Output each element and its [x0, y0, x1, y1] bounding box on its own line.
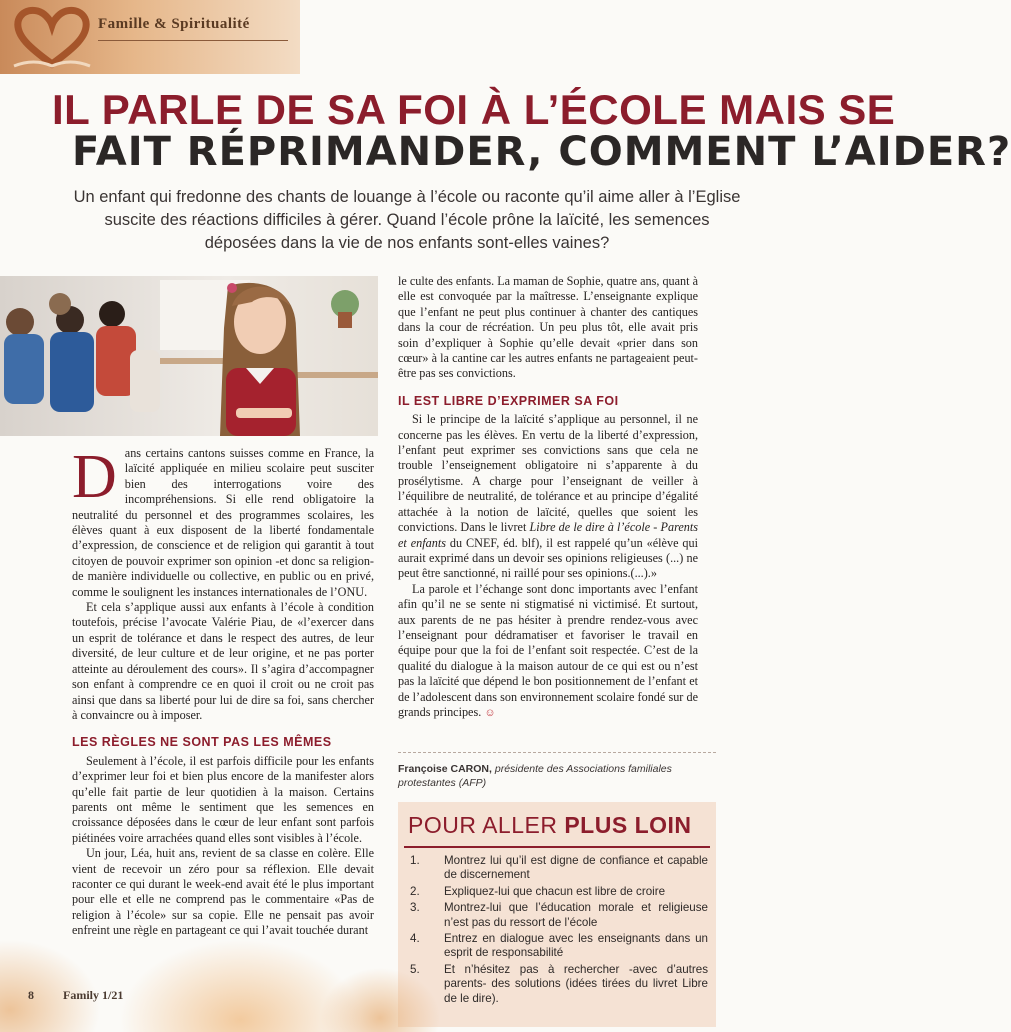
section-header-band	[0, 0, 300, 74]
drop-cap: D	[72, 443, 117, 511]
further-reading-box	[398, 802, 716, 1027]
tip-text: Entrez en dialogue avec les enseignants dans un esprit de responsabilité	[444, 932, 708, 960]
author-role: présidente des Associations familiales protestantes (AFP)	[398, 763, 672, 789]
author-signature	[398, 762, 716, 790]
paragraph: le culte des enfants. La maman de Sophie, quatre ans, quant à elle est convoquée par la maîtresse. L’enseignante explique que l’enfant ne peut plus continuer à chanter des cantiques dans la cour de récréation. Un peu plus tôt, elle avait pris soin d’expliquer à Sophie qu’elle devait «prier dans son cœur» à la cantine car les autres enfants ne partageaient peut-être pas ses convictions.	[398, 274, 698, 381]
subheading: LES RÈGLES NE SONT PAS LES MÊMES	[72, 735, 332, 750]
tip-text: Montrez lui qu’il est digne de confiance et capable de discernement	[444, 854, 708, 882]
tip-item	[408, 932, 708, 961]
paragraph: Un jour, Léa, huit ans, revient de sa classe en colère. Elle vient de recevoir un zéro pour sa réflexion. Elle devait raconter ce qui durant le week-end avait été le plus important pour elle et elle ne comprend pas le commentaire «Pas de religion à l’école» sur sa copie. Elle ne pensait pas avoir enfreint une règle en partageant ce qui l’avait touchée durant	[72, 846, 374, 938]
tip-item	[408, 854, 708, 883]
issue-label: Family 1/21	[63, 988, 124, 1002]
page-number: 8	[28, 988, 34, 1002]
box-title: POUR ALLER PLUS LOIN	[408, 812, 692, 838]
article-column-right	[398, 274, 698, 721]
section-label-underline	[98, 40, 288, 41]
tip-number: 3.	[410, 901, 420, 915]
section-label: Famille & Spiritualité	[98, 16, 250, 32]
paragraph: La parole et l’échange sont donc importants avec l’enfant afin qu’il ne se sente ni stigmatisé ni victimisé. Et surtout, aux parents de ne pas hésiter à prendre rendez-vous avec l’enseignant pour dédramatiser et favoriser le travail en équipe pour que la foi de l’enfant soit respectée. C’est de la qualité du dialogue à la maison autour de ce qui est ou n’est pas la laïcité que dépend le bon positionnement de l’enfant et de l’adolescent dans son environnement scolaire fondé sur de grands principes. ☺	[398, 581, 698, 719]
heart-book-icon	[10, 2, 94, 72]
tip-text: Expliquez-lui que chacun est libre de croire	[444, 884, 666, 898]
subheading: IL EST LIBRE D’EXPRIMER SA FOI	[398, 393, 619, 408]
footer-decoration	[0, 900, 392, 1027]
tip-number: 2.	[410, 884, 420, 898]
paragraph: ans certains cantons suisses comme en France, la laïcité appliquée en milieu scolaire peut susciter bien des interrogations voire des incompréhensions. Si elle rend obligatoire la neutralité du personnel et des programmes scolaires, les élèves quant à eux disposent de la liberté fondamentale d’expression, de conscience et de religion qui garantit à tout citoyen de pouvoir exprimer son opinion -et donc sa religion- de manière individuelle ou collective, en public ou en privé, comme le soulignent les instances internationales de l’ONU.	[72, 446, 374, 599]
article-photo	[0, 276, 378, 436]
signature-divider	[398, 752, 716, 753]
page-footer	[28, 988, 123, 1003]
article-title-line-1: IL PARLE DE SA FOI À L’ÉCOLE MAIS SE	[52, 86, 896, 133]
box-divider	[404, 846, 710, 848]
paragraph: Si le principe de la laïcité s’applique au personnel, il ne concerne pas les élèves. En vertu de la liberté d’expression, l’enfant peut exprimer ses convictions sans que cela ne trouble l’enseignement obligatoire ni s’apparente à du prosélytisme. A charge pour l’enseignant de veiller à l’équilibre de neutralité, de tolérance et au principe d’égalité attachée à la notion de laïcité, quelles que soient les convictions. Dans le livret Libre de le dire à l’école - Parents et enfants du CNEF, éd. blf), il est rappelé qu’un «élève qui aurait exprimé dans un devoir ses opinions religieuses (...) ne peut être sanctionné, ni raillé pour ses opinions.(...).»	[398, 412, 698, 581]
tip-number: 5.	[410, 962, 420, 976]
tip-item	[408, 901, 708, 930]
article-title-line-2: FAIT RÉPRIMANDER, COMMENT L’AIDER?	[72, 129, 1011, 175]
tip-text: Et n’hésitez pas à rechercher -avec d’autres parents- des solutions (idées tirées du livret Libre de le dire).	[444, 962, 708, 1005]
tip-number: 1.	[410, 854, 420, 867]
tip-text: Montrez-lui que l’éducation morale et religieuse n’est pas du ressort de l’école	[444, 901, 708, 929]
end-mark-icon: ☺	[484, 706, 496, 719]
tips-list	[408, 854, 708, 1008]
tip-item	[408, 963, 708, 1006]
article-intro: Un enfant qui fredonne des chants de louange à l’école ou raconte qu’il aime aller à l’Eglise suscite des réactions difficiles à gérer. Quand l’école prône la laïcité, les semences déposées dans la vie de nos enfants sont-elles vaines?	[73, 188, 741, 252]
paragraph: Seulement à l’école, il est parfois difficile pour les enfants d’exprimer leur foi et bien plus encore de la manifester alors qu’elle fait partie de leur quotidien à la maison. Certains parents ont même le sentiment que les semences en croissance déposées dans le cœur de leur enfant sont parfois piétinées voire arrachées quand elles sont visibles à l’école.	[72, 753, 374, 845]
tip-number: 4.	[410, 932, 420, 946]
tip-item	[408, 885, 708, 899]
article-column-left	[72, 443, 374, 939]
book-title: Libre de le dire à l’école - Parents et enfants	[398, 520, 698, 550]
author-name: Françoise CARON,	[398, 763, 492, 775]
paragraph: Et cela s’applique aussi aux enfants à l’école à condition toutefois, précise l’avocate Valérie Piau, de «l’exercer dans un esprit de tolérance et dans le respect des autres, de leur diversité, de leur culture et de leur origine, et ne pas porter atteinte au déroulement des cours». Il s’agira d’accompagner son enfant à comprendre ce en quoi il croit ou ne croit pas ainsi que dans sa liberté pour lui de dire sa foi, sans chercher à convaincre ou à imposer.	[72, 600, 374, 722]
